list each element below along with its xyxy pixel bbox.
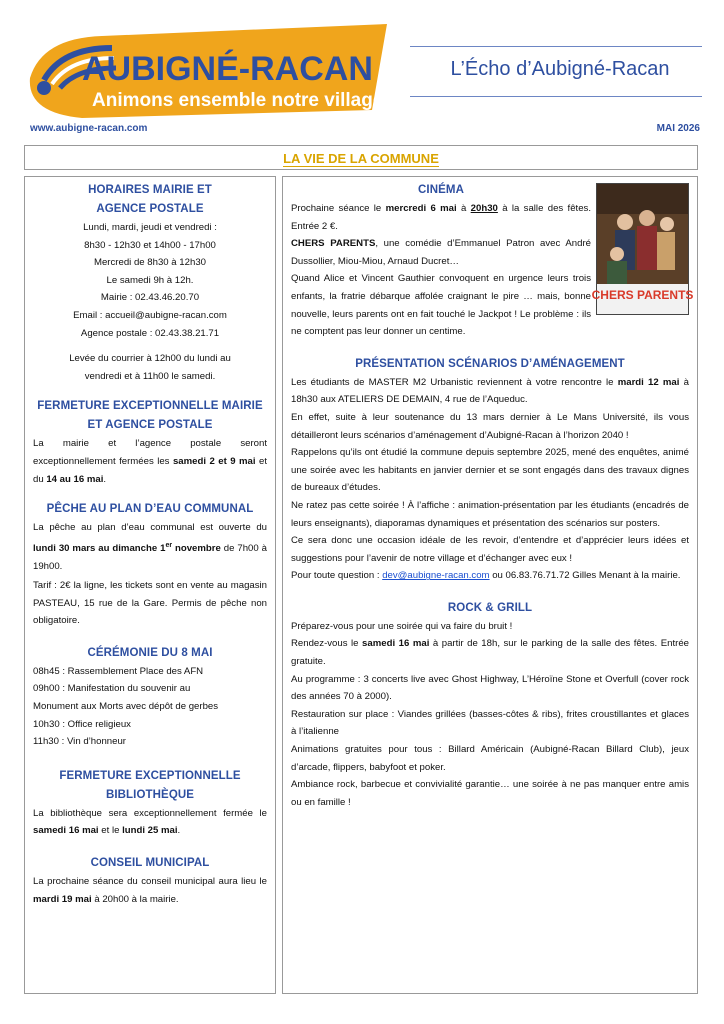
ceremonie-title: CÉRÉMONIE DU 8 MAI xyxy=(87,646,213,659)
logo-slogan: Animons ensemble notre village xyxy=(92,90,384,111)
scenarios-p6: Pour toute question : dev@aubigne-racan.com ou 06.83.76.71.72 Gilles Menant à la mairie. xyxy=(291,570,681,582)
poster-title: CHERS PARENTS xyxy=(591,288,694,302)
film-poster-image xyxy=(591,184,694,314)
courrier-line1: Levée du courrier à 12h00 du lundi au xyxy=(69,353,231,365)
ceremonie-line: 11h30 : Vin d’honneur xyxy=(33,736,126,748)
ceremonie-program xyxy=(33,663,267,751)
ceremonie-line: 09h00 : Manifestation du souvenir au xyxy=(33,683,191,695)
scenarios-p1: Les étudiants de MASTER M2 Urbanistic reviennent à votre rencontre le mardi 12 mai à 18h30 aux ATELIERS DE DEMAIN, 4 rue de l’Aqueduc. xyxy=(291,376,689,406)
peche-tarif: Tarif : 2€ la ligne, les tickets sont en vente au magasin PASTEAU, 15 rue de la Gare. Permis de pêche non obligatoire. xyxy=(33,580,267,627)
scenarios-p2: En effet, suite à leur soutenance du 13 mars dernier à Le Mans Université, ils vous détailleront leurs scénarios d’aménagement d’Aubigné-Racan à l’horizon 2040 ! xyxy=(291,411,689,441)
horaires-title-line1: HORAIRES MAIRIE ET xyxy=(88,184,212,196)
newsletter-title: L’Écho d’Aubigné-Racan xyxy=(450,58,670,80)
peche-title: PÊCHE AU PLAN D’EAU COMMUNAL xyxy=(46,503,254,516)
rock-title: ROCK & GRILL xyxy=(447,601,533,614)
conseil-text: La prochaine séance du conseil municipal aura lieu le mardi 19 mai à 20h00 à la mairie. xyxy=(33,876,267,905)
cinema-synopsis: Quand Alice et Vincent Gauthier convoquent en urgence leurs trois enfants, la fratrie débarque affolée craignant le pire … mais, bonne nouvelle, leurs parents ont en fait touché le Jackpot ! Le problème : ils ne comptent pas leur donner un centime. xyxy=(291,273,591,338)
peche-text: La pêche au plan d’eau communal est ouverte du lundi 30 mars au dimanche 1er novembre de 7h00 à 19h00. xyxy=(33,522,267,572)
biblio-text: La bibliothèque sera exceptionnellement fermée le samedi 16 mai et le lundi 25 mai. xyxy=(33,807,267,837)
fermeture-title-line2: ET AGENCE POSTALE xyxy=(87,419,213,432)
horaires-line: Le samedi 9h à 12h. xyxy=(106,274,194,286)
ceremonie-line: Monument aux Morts avec dépôt de gerbes xyxy=(33,701,219,713)
header-rule-top xyxy=(410,46,702,47)
rock-p4: Restauration sur place : Viandes grillées (basses-côtes & ribs), frites croustillantes et glaces à l’italienne xyxy=(291,708,689,738)
logo-title: AUBIGNÉ-RACAN xyxy=(82,50,373,88)
horaires-title-line2: AGENCE POSTALE xyxy=(96,203,204,215)
ceremonie-line: 10h30 : Office religieux xyxy=(33,718,131,730)
section-band-title: LA VIE DE LA COMMUNE xyxy=(283,151,439,166)
mairie-email: Email : accueil@aubigne-racan.com xyxy=(73,309,227,321)
biblio-title-line2: BIBLIOTHÈQUE xyxy=(105,788,195,801)
mairie-phone: Mairie : 02.43.46.20.70 xyxy=(100,292,200,304)
left-column xyxy=(24,176,276,994)
courrier-line2: vendredi et à 11h00 le samedi. xyxy=(84,370,216,382)
cinema-text: Prochaine séance le mercredi 6 mai à 20h30 à la salle des fêtes. Entrée 2 €. xyxy=(291,203,591,232)
logo-graphic xyxy=(22,18,392,118)
scenarios-title: PRÉSENTATION SCÉNARIOS D’AMÉNAGEMENT xyxy=(355,357,625,370)
rock-p6: Ambiance rock, barbecue et convivialité garantie… une soirée à ne pas manquer entre amis ou en famille ! xyxy=(291,779,689,808)
scenarios-p3: Rappelons qu’ils ont étudié la commune depuis septembre 2025, mené des enquêtes, animé une soirée avec les habitants en janvier dernier et se sont engagés dans des travaux dignes de bureaux d’études. xyxy=(291,447,689,494)
rock-p5: Animations gratuites pour tous : Billard Américain (Aubigné-Racan Billard Club), jeux d’arcade, flippers, babyfoot et poker. xyxy=(291,744,689,773)
right-column xyxy=(282,176,698,994)
header-rule-bottom xyxy=(410,96,702,97)
horaires-line: 8h30 - 12h30 et 14h00 - 17h00 xyxy=(84,239,216,251)
agence-phone: Agence postale : 02.43.38.21.71 xyxy=(80,327,220,339)
film-poster xyxy=(591,183,694,315)
section-band xyxy=(24,145,698,170)
scenarios-p5: Ce sera donc une occasion idéale de les revoir, d’entendre et d’apprécier leurs idées et suggestions pour l’avenir de notre village et d’échanger avec eux ! xyxy=(291,535,689,564)
fermeture-mairie-title xyxy=(33,397,267,435)
horaires-line: Mercredi de 8h30 à 12h30 xyxy=(93,257,206,269)
logo xyxy=(22,18,392,118)
contact-email-link[interactable]: dev@aubigne-racan.com xyxy=(382,570,490,582)
ceremonie-line: 08h45 : Rassemblement Place des AFN xyxy=(33,665,204,677)
horaires-title xyxy=(33,181,267,219)
biblio-title xyxy=(33,767,267,805)
rock-p3: Au programme : 3 concerts live avec Ghost Highway, L’Héroïne Stone et Overfull (cover rock des années 70 à 2000). xyxy=(291,673,689,703)
issue-date: MAI 2026 xyxy=(656,123,700,134)
cinema-film: CHERS PARENTS, une comédie d’Emmanuel Patron avec André Dussollier, Miou-Miou, Arnaud Ducret… xyxy=(291,238,591,267)
scenarios-p4: Ne ratez pas cette soirée ! À l’affiche : animation-présentation par les étudiants (encadrés de leurs enseignants), diaporamas dynamiques et présentation des scénarios sur posters. xyxy=(291,499,689,529)
fermeture-mairie-text: La mairie et l’agence postale seront exceptionnellement fermées les samedi 2 et 9 mai et du 14 au 16 mai. xyxy=(33,438,267,485)
horaires-line: Lundi, mardi, jeudi et vendredi : xyxy=(83,222,217,233)
fermeture-title-line1: FERMETURE EXCEPTIONNELLE MAIRIE xyxy=(37,400,263,413)
rock-p1: Préparez-vous pour une soirée qui va faire du bruit ! xyxy=(291,620,513,632)
conseil-title: CONSEIL MUNICIPAL xyxy=(90,857,210,870)
cinema-title: CINÉMA xyxy=(418,184,464,196)
horaires-list xyxy=(33,219,267,342)
website-url[interactable]: www.aubigne-racan.com xyxy=(30,123,148,134)
biblio-title-line1: FERMETURE EXCEPTIONNELLE xyxy=(59,769,241,782)
rock-p2: Rendez-vous le samedi 16 mai à partir de 18h, sur le parking de la salle des fêtes. Entrée gratuite. xyxy=(291,638,689,668)
courrier-info xyxy=(33,350,267,385)
